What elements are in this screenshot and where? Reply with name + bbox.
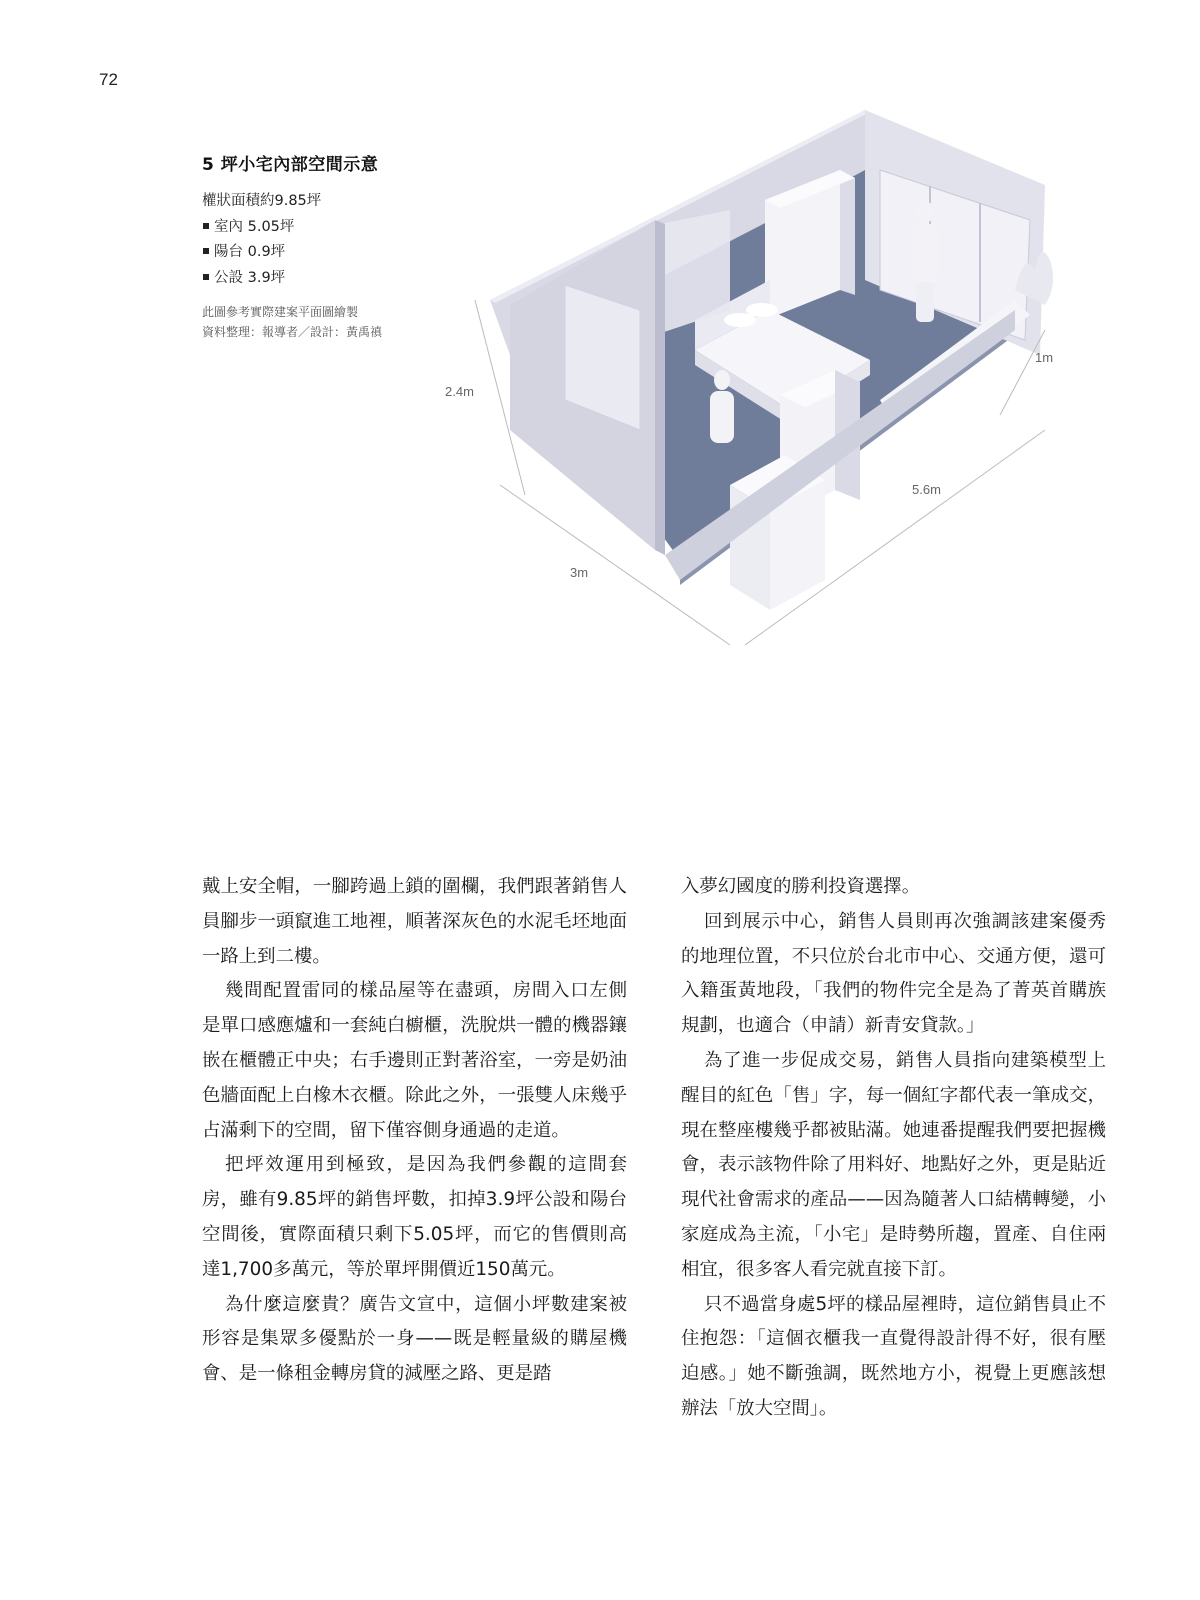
- wardrobe-side: [840, 170, 855, 295]
- diagram-legend: [202, 150, 462, 342]
- legend-item-label: 陽台 0.9坪: [214, 244, 286, 260]
- pillow: [746, 303, 778, 317]
- legend-item-indoor: [202, 215, 462, 241]
- paragraph: 回到展示中心，銷售人員則再次強調該建案優秀的地理位置，不只位於台北市中心、交通方便，還可入籍蛋黃地段，「我們的物件完全是為了菁英首購族規劃，也適合（申請）新青安貸款。」: [681, 910, 1106, 1037]
- bullet-icon: [203, 223, 209, 229]
- paragraph: 只不過當身處5坪的樣品屋裡時，這位銷售員止不住抱怨：「這個衣櫃我一直覺得設計得不好，很有壓迫感。」她不斷強調，既然地方小，視覺上更應該想辦法「放大空間」。: [681, 1293, 1106, 1419]
- bullet-icon: [203, 274, 209, 280]
- legend-item-public: [202, 266, 462, 292]
- paragraph: 入夢幻國度的勝利投資選擇。: [681, 876, 921, 897]
- human-figure-head: [714, 370, 730, 390]
- dim-label-balcony: 1m: [1035, 350, 1054, 365]
- legend-item-label: 公設 3.9坪: [214, 269, 286, 286]
- dim-label-depth: 3m: [570, 565, 589, 580]
- credit-note: 資料整理：報導者／設計：黃禹禛: [202, 325, 383, 339]
- dim-label-height: 2.4m: [445, 384, 474, 399]
- paragraph: 把坪效運用到極致，是因為我們參觀的這間套房，雖有9.85坪的銷售坪數，扣掉3.9坪公設和陽台空間後，實際面積只剩下5.05坪，而它的售價則高達1,700多萬元，等於單坪開價近150萬元。: [202, 1154, 627, 1280]
- paragraph: 戴上安全帽，一腳跨過上鎖的圍欄，我們跟著銷售人員腳步一頭竄進工地裡，順著深灰色的水泥毛坯地面一路上到二樓。: [202, 876, 627, 967]
- human-figure-body: [710, 391, 734, 443]
- human-figure-head: [916, 201, 934, 223]
- human-figure-body: [912, 224, 938, 284]
- bullet-icon: [203, 248, 209, 254]
- article-column-right: [681, 870, 1106, 1427]
- legend-notes: [202, 302, 462, 342]
- paragraph: 幾間配置雷同的樣品屋等在盡頭，房間入口左側是單口感應爐和一套純白櫥櫃，洗脫烘一體的機器鑲嵌在櫃體正中央；右手邊則正對著浴室，一旁是奶油色牆面配上白橡木衣櫃。除此之外，一張雙人床幾乎占滿剩下的空間，留下僅容側身通過的走道。: [202, 980, 627, 1141]
- source-note: 此圖參考實際建案平面圖繪製: [202, 305, 359, 319]
- dim-label-length: 5.6m: [912, 482, 941, 497]
- paragraph: 為什麼這麼貴？廣告文宣中，這個小坪數建案被形容是集眾多優點於一身——既是輕量級的購屋機會、是一條租金轉房貸的減壓之路、更是踏: [202, 1293, 627, 1385]
- front-wall-edge: [655, 220, 665, 555]
- total-area: 權狀面積約9.85坪: [202, 193, 322, 209]
- human-figure-legs: [916, 282, 934, 322]
- diagram-title: 5 坪小宅內部空間示意: [202, 155, 379, 175]
- floorplan-3d-illustration: [440, 100, 1080, 680]
- legend-item-label: 室內 5.05坪: [214, 218, 295, 235]
- legend-item-balcony: [202, 240, 462, 266]
- page-number: 72: [99, 70, 118, 89]
- paragraph: 為了進一步促成交易，銷售人員指向建築模型上醒目的紅色「售」字，每一個紅字都代表一筆成交，現在整座樓幾乎都被貼滿。她連番提醒我們要把握機會，表示該物件除了用料好、地點好之外，更是貼近現代社會需求的產品——因為隨著人口結構轉變，小家庭成為主流，「小宅」是時勢所趨，置產、自住兩相宜，很多客人看完就直接下訂。: [681, 1049, 1106, 1280]
- article-column-left: [202, 870, 627, 1392]
